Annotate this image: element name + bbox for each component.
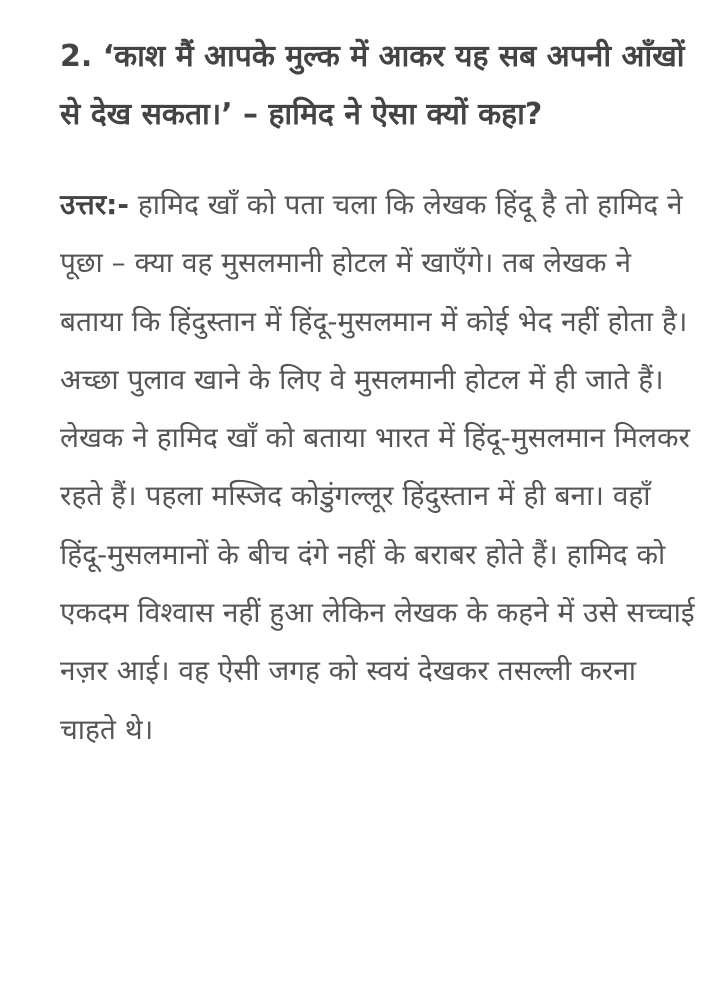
- answer-text: हामिद खाँ को पता चला कि लेखक हिंदू है तो हामिद ने पूछा – क्या वह मुसलमानी होटल में खाएँगे। तब लेखक ने बताया कि हिंदुस्तान में हिंदू-मुसलमान में कोई भेद नहीं होता है। अच्छा पुलाव खाने के लिए वे मुसलमानी होटल में ही जाते हैं। लेखक ने हामिद खाँ को बताया भारत में हिंदू-मुसलमान मिलकर रहते हैं। पहला मस्जिद कोडुंगल्लूर हिंदुस्तान में ही बना। वहाँ हिंदू-मुसलमानों के बीच दंगे नहीं के बराबर होते हैं। हामिद को एकदम विश्वास नहीं हुआ लेकिन लेखक के कहने में उसे सच्चाई नज़र आई। वह ऐसी जगह को स्वयं देखकर तसल्ली करना चाहते थे।: [60, 188, 695, 746]
- question-heading: 2. ‘काश मैं आपके मुल्क में आकर यह सब अपनी आँखों से देख सकता।’ – हामिद ने ऐसा क्यों कहा?: [60, 39, 685, 132]
- answer-paragraph: [60, 176, 700, 759]
- article-content: [60, 28, 700, 759]
- answer-label: उत्तर:-: [60, 188, 129, 221]
